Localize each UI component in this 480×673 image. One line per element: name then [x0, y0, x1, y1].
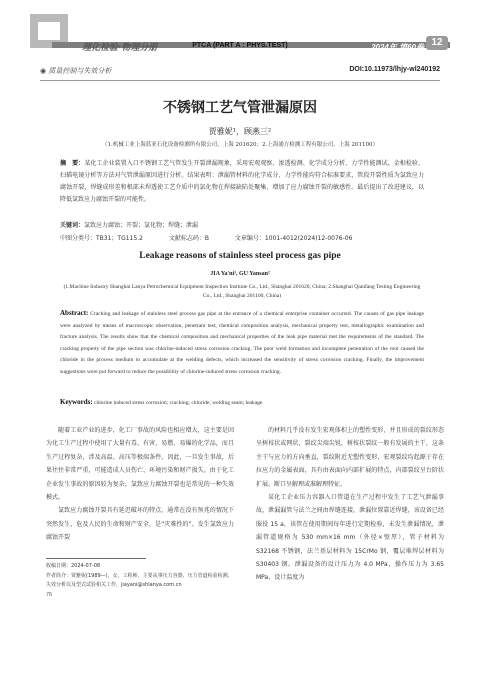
abstract-cn-label: 摘 要：: [60, 160, 85, 167]
article-title-en: Leakage reasons of stainless steel process gas pipe: [139, 251, 341, 261]
page-number: 76: [46, 592, 53, 598]
keywords-cn-label: 关键词：: [60, 222, 85, 229]
authors-en: JIA Ya'ni¹, GU Yansan²: [210, 271, 270, 277]
section-divider: [40, 80, 440, 81]
classification-row: [60, 233, 424, 242]
document-code: 文献标志码：B: [168, 235, 209, 242]
footnote: [46, 562, 234, 591]
clc-number: 中图分类号：TB31；TG115.2: [60, 235, 143, 242]
affiliations-en: (1.Machine Industry Shanghai Lanya Petrochemical Equipment Inspection Institute Co., Ltd., Shanghai 201620, China; 2.Shanghai Qianfang Testing Engineering Co., Ltd., Shanghai 201100, China): [63, 284, 421, 299]
issue-badge: 12: [426, 36, 448, 50]
journal-header: [0, 0, 480, 64]
keywords-en-text: chlorine induced stress corrosion; cracking; chloride; welding seam; leakage: [94, 400, 263, 406]
article-number: 文章编号：1001-4012(2024)12-0076-06: [234, 235, 353, 242]
abstract-en: [60, 308, 424, 379]
abstract-cn: [60, 158, 424, 206]
article-title-cn: 不锈钢工艺气管泄漏原因: [163, 100, 317, 116]
journal-name: PTCA (PART A : PHYS.TEST): [192, 42, 288, 49]
authors-cn: 贾雅妮¹，顾燕三²: [208, 127, 272, 136]
journal-column-name: 理化检验·物理分册: [82, 43, 158, 53]
affiliations-cn: （1.机械工业上海蓝亚石化设备检测所有限公司，上海 201620；2.上海浦方检测工程有限公司，上海 201100）: [102, 142, 378, 148]
doi-link[interactable]: DOI:10.11973/lhjy-wl240192: [349, 66, 440, 73]
body-paragraph: 随着工业产业的进步，化工厂事故的风险也相应增大，这主要是因为化工生产过程中使用了大量有毒、有害、易燃、易爆的化学品，而且生产过程复杂，涉及高温、高压等极端条件。因此，一旦发生事故，后果往往非常严重，可能造成人员伤亡、环境污染和财产损失。由于化工企业发生事故的原因较为复杂，氯致应力腐蚀开裂也是常见的一种失效模式。: [46, 427, 234, 502]
abstract-en-label: Abstract:: [60, 309, 89, 317]
section-tag: ◉ 质量控制与失效分析: [40, 66, 111, 76]
keywords-en: [60, 398, 424, 406]
author-bio: 作者简介：贾雅妮(1989—)，女，工程师，主要从事压力容器、压力管道检验检测、失效分析以及型式试验相关工作，jiayani@shlanya.com.cn: [46, 572, 233, 588]
volume-label: 2024年 第60卷: [371, 43, 424, 52]
body-right-column: [256, 424, 444, 585]
keywords-en-label: Keywords:: [60, 398, 93, 406]
keywords-cn-text: 氯致应力腐蚀；开裂；氯化物；焊缝；泄漏: [84, 222, 199, 229]
body-left-column: [46, 424, 234, 545]
section-row: [40, 66, 440, 78]
body-paragraph: 某化工企业压力容器入口管道在生产过程中发生了工艺气泄漏事故，泄漏漏管与法兰之间由焊缝连接，泄漏位置靠近焊缝，该设备已经服役 15 a，该管在使用期间每年进行定期检验，未发生泄漏情况，泄漏管道规格为 530 mm×16 mm（外径×壁厚），管子材料为 S32168 不锈钢，法兰基层材料为 15CrMo 钢，覆层堆焊层材料为 S30403 钢。泄漏设备的设计压力为 4.0 MPa，操作压力为 3.65 MPa，设计温度为: [256, 494, 444, 582]
footnote-rule: [46, 558, 146, 559]
keywords-cn: [60, 220, 424, 229]
body-paragraph: 的材料几乎没有发生宏观体积上的塑性变形，并且形成的裂纹形态呈树枝状或网状，裂纹尖端尖锐，树枝状裂纹一般有发展的主干，这条主干与应力的方向垂直，裂纹附近无塑性变形，宏观裂纹均起源于存在拉应力的金属表面，具有由表面向内部扩展的特点，内部裂纹呈台阶状扩展。断口呈解理或准解理特征。: [256, 427, 444, 488]
abstract-en-text: Cracking and leakage of stainless steel process gas pipe at the entrance of a chemical enterprise container occurred. The causes of gas pipe leakage were analyzed by means of macroscopic observation, penetrant test, chemical composition analysis, mechanical property test, metallographic examination and fracture analysis. The results show that the chemical composition and mechanical properties of the leak pipe material met the requirements of the standard. The cracking property of the pipe section was chlorine-induced stress corrosion cracking. The poor weld formation and incomplete penetration of the root caused the chloride in the process medium to accumulate at the welding defects, which increased the sensitivity of stress corrosion cracking. Finally, the improvement suggestions were put forward to reduce the possibility of chlorine-induced stress corrosion cracking.: [60, 311, 424, 375]
abstract-cn-text: 某化工企业装置入口不锈钢工艺气管发生开裂泄漏现象，采用宏观观察、渗透检测、化学成分分析、力学性能测试、金相检验、扫描电镜分析等方法对气管泄漏原因进行分析。结果表明：泄漏管材料的化学成分、力学性能均符合标准要求，管段开裂性质为氯致应力腐蚀开裂，焊缝成形差和根部未焊透使工艺介质中的氯化物在焊接缺陷处聚集，增加了应力腐蚀开裂的敏感性。最后提出了改进建议，以降低氯致应力腐蚀开裂的可能性。: [60, 160, 424, 203]
received-date: 收稿日期：2024-07-08: [46, 563, 101, 569]
body-paragraph: 氯致应力腐蚀开裂具有延迟破坏的特点，通常在没有预兆的情况下突然发生，危及人民的生命和财产安全，是“灾难性的”。发生氯致应力腐蚀开裂: [46, 507, 234, 542]
